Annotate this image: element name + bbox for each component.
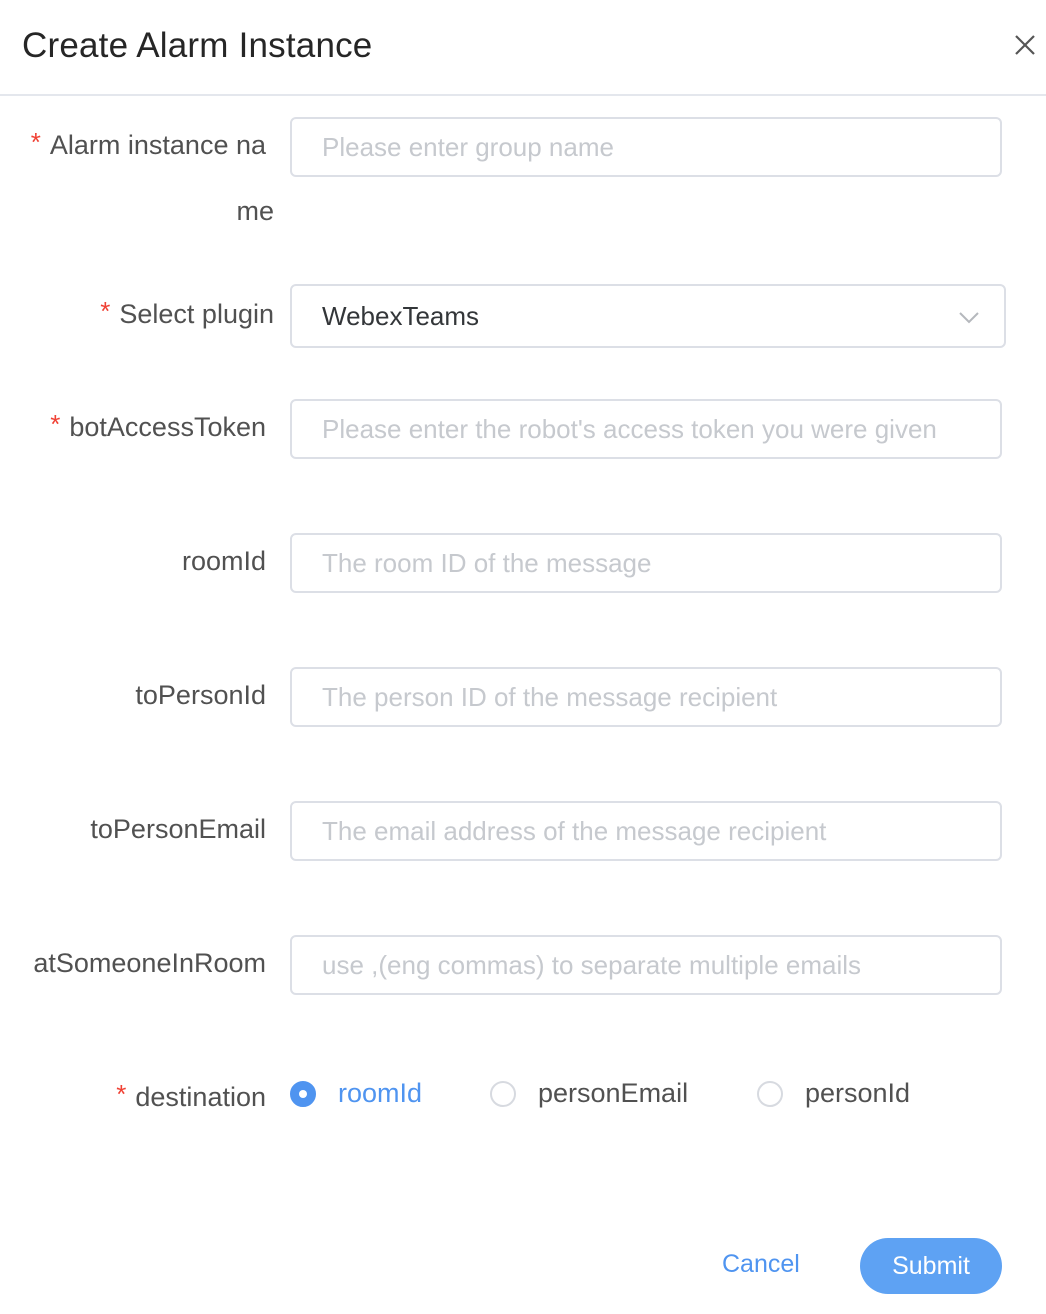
alarm-instance-name-label-text: Alarm instance na	[49, 130, 266, 160]
to-person-email-label: toPersonEmail	[90, 814, 266, 844]
required-mark: *	[50, 409, 61, 439]
destination-label	[116, 1079, 266, 1113]
radio-checked-icon	[290, 1081, 316, 1107]
alarm-instance-name-input[interactable]	[290, 117, 1002, 177]
room-id-label: roomId	[181, 546, 266, 576]
radio-unchecked-icon	[490, 1081, 516, 1107]
close-icon[interactable]	[1010, 30, 1042, 62]
at-someone-in-room-label: atSomeoneInRoom	[33, 948, 266, 978]
radio-label: roomId	[338, 1078, 423, 1108]
radio-label: personId	[805, 1078, 911, 1108]
radio-label: personEmail	[538, 1078, 689, 1108]
cancel-button[interactable]: Cancel	[722, 1250, 800, 1278]
to-person-id-label: toPersonId	[135, 680, 266, 710]
dialog-title: Create Alarm Instance	[22, 26, 373, 65]
bot-access-token-input[interactable]	[290, 399, 1002, 459]
bot-access-token-label	[50, 409, 266, 443]
plugin-select-value: WebexTeams	[322, 301, 480, 331]
to-person-email-input[interactable]	[290, 801, 1002, 861]
submit-button[interactable]: Submit	[860, 1238, 1002, 1294]
select-plugin-label	[100, 296, 274, 330]
chevron-down-icon	[958, 306, 980, 328]
plugin-select[interactable]	[290, 284, 1006, 348]
alarm-instance-name-label	[30, 127, 266, 161]
at-someone-in-room-input[interactable]	[290, 935, 1002, 995]
dialog-header	[0, 0, 1046, 96]
to-person-id-input[interactable]	[290, 667, 1002, 727]
select-plugin-label-text: Select plugin	[119, 299, 274, 329]
room-id-input[interactable]	[290, 533, 1002, 593]
required-mark: *	[100, 296, 111, 326]
bot-access-token-label-text: botAccessToken	[69, 412, 266, 442]
alarm-instance-name-label-continued: me	[236, 196, 274, 226]
destination-label-text: destination	[135, 1082, 266, 1112]
radio-unchecked-icon	[757, 1081, 783, 1107]
required-mark: *	[30, 127, 41, 157]
required-mark: *	[116, 1079, 127, 1109]
